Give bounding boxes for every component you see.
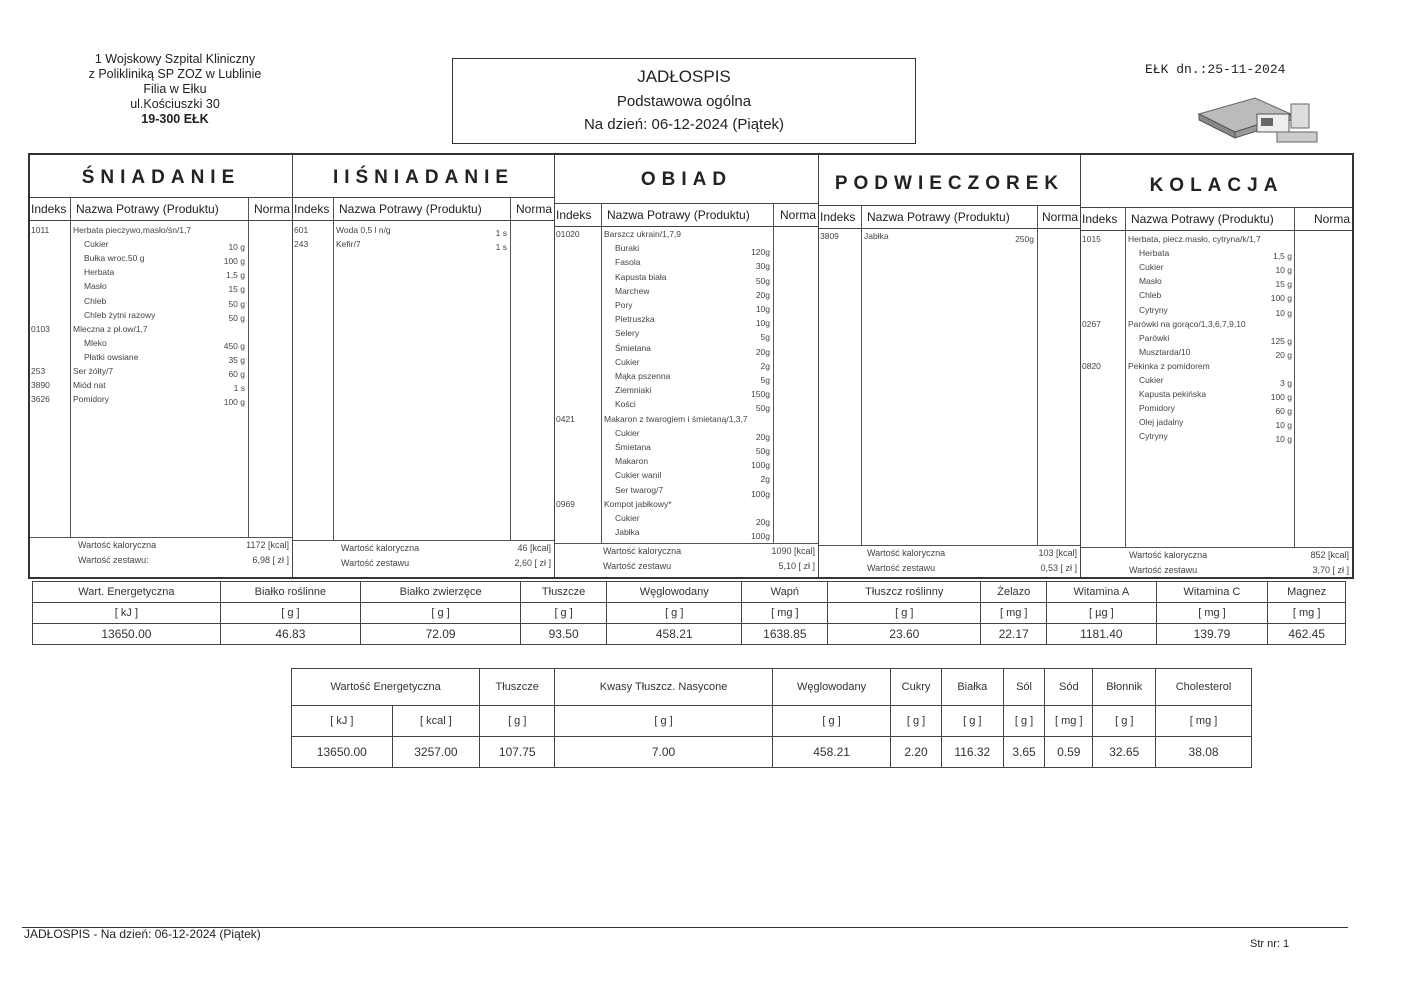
nutrient-unit: [ mg ] (981, 603, 1047, 624)
ingredient-name: Pietruszka (615, 314, 655, 325)
portion-norm: 10 g (1275, 307, 1292, 318)
portion-norm: 50g (755, 403, 770, 414)
summary-value: 458.21 (772, 737, 891, 768)
summary-name: Sól (1003, 669, 1044, 706)
ingredient-name: Masło (84, 281, 107, 292)
summary-name: Węglowodany (772, 669, 891, 706)
dish-name: Pekinka z pomidorem (1128, 360, 1210, 371)
portion-norm: 100g (751, 460, 770, 471)
dish-index: 253 (31, 366, 46, 376)
column-header-name: Nazwa Potrawy (Produktu) (76, 202, 219, 216)
dish-index: 0103 (31, 323, 50, 334)
calorie-value: 1172 [kcal] (246, 540, 289, 550)
summary-unit: [ g ] (555, 706, 773, 737)
nutrient-name: Tłuszcz roślinny (828, 582, 981, 603)
ingredient-name: Cukier wanil (615, 470, 662, 481)
portion-norm: 10g (755, 304, 770, 314)
column-divider (861, 205, 862, 545)
title-box (452, 58, 916, 144)
hospital-line: z Polikliniką SP ZOZ w Lublinie (88, 67, 262, 81)
ingredient-name: Fasola (615, 257, 641, 268)
ingredient-name: Cukier (615, 427, 640, 438)
ingredient-name: Chleb (84, 295, 107, 306)
nutrient-name: Żelazo (981, 582, 1047, 603)
calorie-value: 103 [kcal] (1038, 548, 1077, 558)
meal-title: ŚNIADANIE (81, 167, 241, 188)
cost-value: 6,98 [ zł ] (252, 555, 289, 565)
nutrient-name: Tłuszcze (521, 582, 607, 603)
summary-unit: [ g ] (891, 706, 941, 737)
column-divider (1294, 207, 1295, 547)
portion-norm: 100 g (1270, 392, 1292, 403)
energy-value-kj: 13650.00 (292, 737, 393, 768)
hospital-line: 19-300 EŁK (141, 112, 209, 126)
calorie-label: Wartość kaloryczna (867, 548, 946, 558)
column-divider (773, 203, 774, 543)
portion-norm: 30g (755, 261, 770, 272)
column-header-index: Indeks (294, 202, 330, 216)
ingredient-name: Kości (615, 399, 636, 410)
dish-name: Kefir/7 (336, 239, 361, 250)
page-number: Str nr: 1 (1250, 938, 1290, 950)
column-divider (510, 197, 511, 540)
dish-index: 3809 (820, 231, 839, 241)
summary-value: 32.65 (1093, 737, 1156, 768)
nutrient-unit: [ g ] (220, 603, 360, 624)
portion-norm: 3 g (1280, 378, 1292, 388)
dish-index: 3626 (31, 394, 50, 405)
column-header-norm: Norma (1041, 210, 1078, 224)
column-header-row (1081, 207, 1352, 231)
page-title: JADŁOSPIS (637, 67, 731, 86)
column-divider (1037, 205, 1038, 545)
calorie-label: Wartość kaloryczna (78, 540, 157, 550)
ingredient-name: Mleko (84, 337, 107, 348)
portion-norm: 100 g (223, 256, 245, 267)
ingredient-name: Ziemniaki (615, 385, 652, 396)
ingredient-name: Cytryny (1139, 431, 1168, 442)
nutrient-value: 1638.85 (742, 624, 828, 645)
ingredient-name: Musztarda/10 (1139, 346, 1191, 357)
portion-norm: 60 g (1275, 406, 1292, 417)
summary-value: 116.32 (941, 737, 1003, 768)
ingredient-name: Olej jadalny (1139, 417, 1184, 428)
ingredient-name: Cukier (84, 239, 109, 250)
dish-name: Pomidory (73, 394, 109, 405)
ingredient-name: Buraki (615, 243, 640, 254)
cost-value: 2,60 [ zł ] (514, 558, 551, 568)
summary-value: 38.08 (1156, 737, 1252, 768)
hospital-line: ul.Kościuszki 30 (130, 97, 220, 111)
nutrient-value: 462.45 (1268, 624, 1346, 645)
portion-norm: 10 g (228, 242, 245, 253)
ingredient-name: Mąka pszenna (615, 371, 671, 381)
dish-name: Herbata, piecz.masło, cytryna/k/1,7 (1128, 234, 1261, 244)
portion-norm: 60 g (228, 369, 245, 379)
portion-norm: 2g (760, 474, 770, 485)
portion-norm: 10g (755, 318, 770, 329)
summary-unit: [ g ] (480, 706, 555, 737)
ingredient-name: Cukier (615, 513, 640, 523)
portion-norm: 15 g (228, 284, 245, 295)
portion-norm: 100 g (1270, 293, 1292, 304)
cost-value: 5,10 [ zł ] (778, 561, 815, 571)
ingredient-name: Śmietana (615, 442, 651, 452)
nutrient-value: 72.09 (360, 624, 520, 645)
dish-name: Miód nat (73, 380, 106, 391)
dish-index: 0421 (556, 413, 575, 424)
portion-norm: 120g (751, 247, 770, 258)
portion-norm: 5g (760, 375, 770, 385)
portion-norm: 250g (1015, 234, 1034, 244)
nutrient-unit: [ mg ] (1268, 603, 1346, 624)
ingredient-name: Masło (1139, 276, 1162, 287)
summary-name: Kwasy Tłuszcz. Nasycone (555, 669, 773, 706)
diet-name: Podstawowa ogólna (616, 93, 752, 110)
nutrient-unit: [ g ] (828, 603, 981, 624)
summary-unit: [ g ] (941, 706, 1003, 737)
ingredient-name: Pory (615, 300, 633, 310)
portion-norm: 50 g (228, 298, 245, 309)
energy-unit-kj: [ kJ ] (292, 706, 393, 737)
column-header-norm: Norma (1313, 212, 1350, 226)
nutrient-unit: [ mg ] (742, 603, 828, 624)
nutrient-unit: [ g ] (360, 603, 520, 624)
column-header-name: Nazwa Potrawy (Produktu) (339, 202, 482, 216)
summary-divider (293, 540, 554, 541)
meal-title: IIŚNIADANIE (332, 167, 515, 188)
portion-norm: 150g (751, 389, 770, 400)
column-header-index: Indeks (31, 202, 67, 216)
summary-unit: [ mg ] (1156, 706, 1252, 737)
column-header-name: Nazwa Potrawy (Produktu) (867, 210, 1010, 224)
portion-norm: 125 g (1270, 335, 1292, 346)
portion-norm: 20g (755, 431, 770, 442)
dish-name: Woda 0,5 l n/g (336, 225, 391, 235)
dish-index: 3890 (31, 380, 50, 391)
meal-section-3 (819, 155, 1081, 577)
nutrient-value: 13650.00 (33, 624, 221, 645)
ingredient-name: Chleb (1139, 290, 1162, 301)
nutrient-name: Węglowodany (607, 582, 742, 603)
menu-date: Na dzień: 06-12-2024 (Piątek) (583, 116, 785, 133)
portion-norm: 10 g (1275, 434, 1292, 445)
summary-name: Błonnik (1093, 669, 1156, 706)
energy-unit-kcal: [ kcal ] (392, 706, 480, 737)
portion-norm: 1,5 g (226, 270, 245, 281)
energy-value-kcal: 3257.00 (392, 737, 480, 768)
summary-table (291, 668, 1252, 768)
column-header-index: Indeks (1082, 212, 1118, 226)
ingredient-name: Śmietana (615, 342, 651, 353)
column-header-row (555, 203, 818, 227)
nutrient-value: 23.60 (828, 624, 981, 645)
dish-name: Ser żółty/7 (73, 366, 114, 376)
ingredient-name: Ser twarog/7 (615, 484, 664, 495)
menu-table (28, 153, 1354, 579)
meal-section-2 (555, 155, 819, 577)
nutrient-value: 22.17 (981, 624, 1047, 645)
portion-norm: 35 g (228, 354, 245, 365)
meal-title: PODWIECZOREK (834, 173, 1065, 194)
nutrient-name: Witamina C (1156, 582, 1268, 603)
ingredient-name: Pomidory (1139, 403, 1175, 414)
nutrient-unit: [ µg ] (1047, 603, 1156, 624)
summary-divider (30, 537, 292, 538)
logo-image (1195, 92, 1325, 148)
ingredient-name: Cytryny (1139, 304, 1168, 315)
hospital-address (40, 52, 310, 127)
column-divider (601, 203, 602, 543)
nutrient-name: Białko roślinne (220, 582, 360, 603)
ingredient-name: Chleb żytni razowy (84, 309, 156, 320)
summary-divider (555, 543, 818, 544)
ingredient-name: Cukier (1139, 262, 1164, 273)
calorie-label: Wartość kaloryczna (603, 546, 682, 556)
ingredient-name: Herbata (84, 267, 115, 278)
dish-name: Barszcz ukrain/1,7,9 (604, 229, 682, 239)
calorie-label: Wartość kaloryczna (341, 543, 420, 553)
meal-section-0 (30, 155, 293, 577)
nutrient-unit: [ g ] (521, 603, 607, 624)
nutrient-unit: [ mg ] (1156, 603, 1268, 624)
ingredient-name: Herbata (1139, 248, 1170, 259)
column-divider (1125, 207, 1126, 547)
portion-norm: 450 g (223, 340, 245, 351)
nutrients-table (32, 581, 1346, 645)
summary-value: 2.20 (891, 737, 941, 768)
meal-section-4 (1081, 155, 1352, 577)
ingredient-name: Makaron (615, 456, 649, 467)
dish-index: 1011 (31, 225, 50, 235)
ingredient-name: Płatki owsiane (84, 351, 139, 362)
column-header-index: Indeks (556, 208, 592, 222)
dish-index: 0820 (1082, 360, 1101, 371)
nutrient-unit: [ g ] (607, 603, 742, 624)
summary-value: 107.75 (480, 737, 555, 768)
energy-header: Wartość Energetyczna (292, 669, 480, 706)
dish-index: 1015 (1082, 234, 1101, 244)
column-header-norm: Norma (779, 208, 816, 222)
column-header-norm: Norma (515, 202, 552, 216)
summary-value: 7.00 (555, 737, 773, 768)
nutrient-value: 93.50 (521, 624, 607, 645)
summary-divider (819, 545, 1080, 546)
column-header-norm: Norma (253, 202, 290, 216)
nutrient-value: 139.79 (1156, 624, 1268, 645)
portion-norm: 10 g (1275, 265, 1292, 276)
portion-norm: 5g (760, 332, 770, 343)
portion-norm: 20g (755, 346, 770, 357)
hospital-line: 1 Wojskowy Szpital Kliniczny (94, 52, 256, 66)
cost-label: Wartość zestawu (341, 558, 410, 568)
summary-unit: [ g ] (772, 706, 891, 737)
ingredient-name: Jabłka (615, 527, 640, 538)
portion-norm: 20g (755, 517, 770, 527)
ingredient-name: Kapusta pekińska (1139, 389, 1207, 400)
portion-norm: 100g (751, 488, 770, 499)
dish-name: Kompot jabłkowy* (604, 498, 672, 509)
ingredient-name: Bułka wroc.50 g (84, 253, 145, 264)
summary-divider (1081, 547, 1352, 548)
nutrient-name: Witamina A (1047, 582, 1156, 603)
cost-label: Wartość zestawu (603, 561, 672, 571)
print-date: EŁK dn.:25-11-2024 (1145, 62, 1286, 77)
summary-name: Cholesterol (1156, 669, 1252, 706)
summary-unit: [ g ] (1003, 706, 1044, 737)
calorie-label: Wartość kaloryczna (1129, 550, 1208, 560)
summary-value: 3.65 (1003, 737, 1044, 768)
cost-label: Wartość zestawu (867, 563, 936, 573)
ingredient-name: Selery (615, 328, 640, 339)
nutrient-name: Wart. Energetyczna (33, 582, 221, 603)
dish-index: 243 (294, 239, 309, 250)
dish-index: 601 (294, 225, 309, 235)
portion-norm: 1 s (495, 242, 507, 253)
nutrient-name: Magnez (1268, 582, 1346, 603)
portion-norm: 50g (755, 446, 770, 456)
portion-norm: 1 s (495, 228, 507, 238)
meal-title: KOLACJA (1149, 175, 1284, 196)
dish-name: Mleczna z pł.ow/1,7 (73, 323, 148, 334)
meal-section-1 (293, 155, 555, 577)
calorie-value: 1090 [kcal] (771, 546, 815, 556)
portion-norm: 100 g (223, 397, 245, 408)
dish-index: 0267 (1082, 318, 1101, 329)
column-divider (248, 197, 249, 537)
cost-label: Wartość zestawu (1129, 565, 1198, 575)
summary-name: Cukry (891, 669, 941, 706)
summary-name: Sód (1045, 669, 1093, 706)
portion-norm: 20g (755, 289, 770, 300)
portion-norm: 1 s (233, 383, 245, 394)
summary-value: 0.59 (1045, 737, 1093, 768)
ingredient-name: Marchew (615, 285, 650, 296)
summary-unit: [ g ] (1093, 706, 1156, 737)
column-header-row (819, 205, 1080, 229)
summary-name: Białka (941, 669, 1003, 706)
ingredient-name: Cukier (615, 356, 640, 367)
calorie-value: 46 [kcal] (517, 543, 551, 553)
nutrient-value: 1181.40 (1047, 624, 1156, 645)
portion-norm: 100g (751, 531, 770, 542)
column-header-name: Nazwa Potrawy (Produktu) (607, 208, 750, 222)
cost-label: Wartość zestawu: (78, 555, 149, 565)
meal-title: OBIAD (640, 169, 733, 190)
column-divider (333, 197, 334, 540)
portion-norm: 50 g (228, 312, 245, 323)
dish-index: 01020 (556, 229, 580, 239)
dish-name: Makaron z twarogiem i śmietaną/1,3,7 (604, 413, 748, 424)
portion-norm: 1,5 g (1273, 251, 1292, 262)
cost-value: 3,70 [ zł ] (1312, 565, 1349, 575)
portion-norm: 50g (755, 275, 770, 286)
dish-name: Herbata pieczywo,masło/śn/1,7 (73, 225, 192, 235)
ingredient-name: Parówki (1139, 332, 1170, 343)
portion-norm: 15 g (1275, 279, 1292, 290)
calorie-value: 852 [kcal] (1310, 550, 1349, 560)
nutrient-unit: [ kJ ] (33, 603, 221, 624)
ingredient-name: Kapusta biała (615, 271, 667, 282)
nutrient-value: 458.21 (607, 624, 742, 645)
portion-norm: 10 g (1275, 420, 1292, 431)
cost-value: 0,53 [ zł ] (1040, 563, 1077, 573)
summary-unit: [ mg ] (1045, 706, 1093, 737)
column-divider (70, 197, 71, 537)
ingredient-name: Cukier (1139, 375, 1164, 385)
footer-text: JADŁOSPIS - Na dzień: 06-12-2024 (Piątek) (24, 927, 261, 941)
hospital-line: Filia w Ełku (143, 82, 207, 96)
column-header-name: Nazwa Potrawy (Produktu) (1131, 212, 1274, 226)
portion-norm: 2g (760, 360, 770, 371)
portion-norm: 20 g (1275, 349, 1292, 360)
dish-name: Parówki na gorąco/1,3,6,7,9,10 (1128, 318, 1246, 329)
nutrient-name: Białko zwierzęce (360, 582, 520, 603)
nutrient-name: Wapń (742, 582, 828, 603)
nutrient-value: 46.83 (220, 624, 360, 645)
summary-name: Tłuszcze (480, 669, 555, 706)
dish-index: 0969 (556, 498, 575, 509)
dish-name: Jabłka (864, 231, 889, 241)
column-header-index: Indeks (820, 210, 856, 224)
